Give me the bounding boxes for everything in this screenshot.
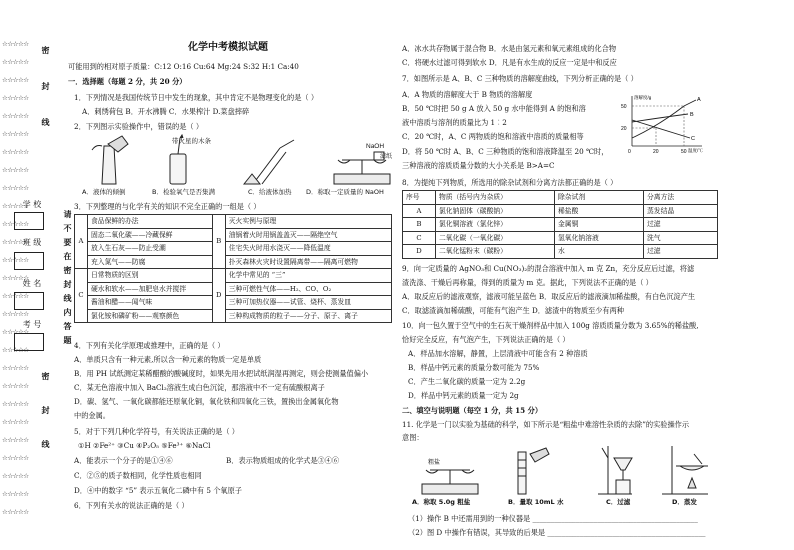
star-row: ☆☆☆☆☆	[2, 238, 29, 246]
star-row: ☆☆☆☆☆	[2, 76, 29, 84]
q5-symbols: ①H ②Fe²⁺ ③Cu ④P₂O₅ ⑤Fe³⁺ ⑥NaCl	[78, 441, 211, 450]
solubility-graph	[618, 92, 708, 154]
question-8: 8．为提纯下列物质，所选用的除杂试剂和分离方法都正确的是（ ）	[402, 178, 618, 187]
star-row: ☆☆☆☆☆	[2, 418, 29, 426]
q3-c-item: 酱油和醋——闻气味	[88, 296, 213, 310]
star-row: ☆☆☆☆☆	[2, 112, 29, 120]
q4-option-d: D．碳、氢气、一氧化碳都能还原氧化铜，氧化铁和四氧化三铁，置换出金属氧化物	[74, 397, 339, 406]
class-label: 班 级	[22, 238, 42, 247]
star-row: ☆☆☆☆☆	[2, 310, 29, 318]
q10-option-b: B．样品中钙元素的质量分数可能为 75%	[408, 363, 540, 372]
star-row: ☆☆☆☆☆	[2, 364, 29, 372]
q5-option-d: D．④中的数字 “5” 表示五氧化二磷中有 5 个氧原子	[74, 486, 242, 495]
seal-line-top: 密封线	[41, 46, 50, 154]
q8-row: D 二氧化锰粉末（碳粉） 水 过滤	[403, 245, 718, 259]
q7-option-a: A．A 物质的溶解度大于 B 物质的溶解度	[402, 90, 533, 99]
q3-label-b: B	[212, 215, 225, 269]
q7-option-b-cont: 液中溶质与溶剂的质量比为 1︰2	[402, 118, 507, 127]
q11-caption-d: D．蒸发	[672, 498, 697, 506]
q8-table	[402, 190, 718, 259]
star-row: ☆☆☆☆☆	[2, 382, 29, 390]
star-row: ☆☆☆☆☆	[2, 256, 29, 264]
question-4: 4．下列有关化学原理或推理中，正确的是（ ）	[74, 341, 225, 350]
right-column	[400, 0, 792, 550]
q3-d-item: 三种可燃性气体——H₂、CO、O₂	[225, 282, 391, 296]
q3-label-d: D	[212, 269, 225, 323]
q11-caption-a: A．称取 5.0g 粗盐	[412, 498, 471, 506]
school-label: 学 校	[22, 200, 42, 209]
q8-header-cell: 物质（括号内为杂质）	[436, 191, 555, 205]
seal-warning: 请不要在密封线内答题	[63, 210, 72, 350]
q3-b-item: 扑灭森林火灾时设置隔离带——隔离可燃物	[225, 255, 391, 269]
question-9: 9．向一定质量的 AgNO₃和 Cu(NO₃)₂的混合溶液中加入 m 克 Zn，充分反应后过滤，将滤	[402, 264, 695, 273]
q5-option-c: C．②⑤的质子数相同，化学性质也相同	[74, 471, 202, 480]
liquid-pour-figure	[92, 136, 128, 184]
q8-row: A 氯化钠固体（碳酸钠） 稀盐酸 蒸发结晶	[403, 204, 718, 218]
q2-caption-c: C．给液体加热	[248, 188, 292, 196]
q9-options-cd: C．取滤渣滴加稀硫酸，可能有气泡产生 D．滤渣中的物质至少有两种	[402, 306, 624, 315]
q3-c-head: 日常物质的区别	[88, 269, 213, 283]
q10-option-c: C．产生二氧化碳的质量一定为 2.2g	[408, 377, 526, 386]
question-6: 6．下列有关水的说法正确的是（ ）	[74, 501, 189, 510]
star-row: ☆☆☆☆☆	[2, 472, 29, 480]
exam-no-label: 考 号	[22, 320, 42, 329]
q3-table	[74, 214, 392, 323]
section-one-heading: 一．选择题（每题 2 分，共 20 分）	[68, 77, 187, 86]
q3-b-item: 住宅失火时用水浇灭——降低温度	[225, 242, 391, 256]
weighing-figure	[422, 470, 478, 494]
q3-a-item: 充入氮气——防腐	[88, 255, 213, 269]
q6-options-cd: C．将硬水过滤可得到软水 D．凡是有水生成的反应一定是中和反应	[402, 58, 617, 67]
star-row: ☆☆☆☆☆	[2, 454, 29, 462]
q3-d-item: 三种可加热仪器——试管、烧杯、蒸发皿	[225, 296, 391, 310]
q8-header-row	[403, 191, 718, 205]
star-row: ☆☆☆☆☆	[2, 148, 29, 156]
q8-row: C 二氧化碳（一氧化碳） 氢氧化钠溶液 洗气	[403, 231, 718, 245]
q4-option-c: C．某无色溶液中加入 BaCl₂溶液生成白色沉淀，那溶液中不一定有硫酸根离子	[74, 383, 325, 392]
seal-line-bottom: 密封线	[41, 372, 50, 474]
graph-x-tick: 20	[653, 149, 659, 154]
q3-b-item: 油锅着火时用锅盖盖灭——隔绝空气	[225, 228, 391, 242]
star-row: ☆☆☆☆☆	[2, 274, 29, 282]
evaporation-figure	[662, 446, 708, 494]
question-10-cont: 恰好完全反应，有气泡产生，下列说法正确的是（ ）	[402, 335, 570, 344]
q3-d-item: 三种构成物质的粒子——分子、原子、离子	[225, 309, 391, 323]
q5-option-b: B．表示物质组成的化学式是③④⑥	[226, 456, 340, 465]
q11-caption-c: C．过滤	[606, 498, 631, 506]
star-row: ☆☆☆☆☆	[2, 202, 29, 210]
q2-caption-b: B．检验氧气是否集满	[152, 188, 215, 196]
q3-label-a: A	[75, 215, 88, 269]
star-row: ☆☆☆☆☆	[2, 40, 29, 48]
q4-option-b: B．用 PH 试纸测定某稀醋酸的酸碱度时，如果先用水把试纸润湿再测定，则会使测量值偏小	[74, 369, 369, 378]
graph-curve-c: C	[691, 136, 695, 142]
star-row: ☆☆☆☆☆	[2, 166, 29, 174]
graph-y-label: 溶解度/g	[634, 95, 652, 100]
graph-x-tick: 50	[681, 149, 687, 154]
q7-option-c: C．20 ℃时，A、C 两物质的饱和溶液中溶质的质量相等	[402, 132, 584, 141]
exam-no-box[interactable]	[14, 333, 44, 351]
measuring-figure	[518, 448, 549, 494]
section-two-heading: 二、填空与说明题（每空 1 分，共 15 分）	[402, 406, 543, 415]
q8-row: B 氯化铜溶液（氯化锌） 金属铜 过滤	[403, 218, 718, 232]
page-title: 化学中考模拟试题	[188, 42, 268, 53]
q4-option-d-cont: 中的金属。	[74, 411, 110, 420]
splint-label: 带火星的木条	[172, 138, 211, 145]
q3-c-item: 氯化铵和磷矿粉——观察颜色	[88, 309, 213, 323]
q3-a-head: 食品保鲜的办法	[88, 215, 213, 229]
star-row: ☆☆☆☆☆	[2, 508, 29, 516]
q10-option-a: A．样品加水溶解，静置，上层清液中可能含有 2 种溶质	[408, 349, 588, 358]
q10-option-d: D．样品中钙元素的质量一定为 2g	[408, 391, 519, 400]
question-10: 10．向一包久置于空气中的生石灰干燥剂样品中加入 100g 溶质质量分数为 3.65%的稀盐酸,	[402, 321, 699, 330]
graph-curve-b: B	[690, 112, 694, 118]
star-row: ☆☆☆☆☆	[2, 184, 29, 192]
curve-c	[632, 120, 690, 138]
q3-a-item: 固态二氧化碳——冷藏保鲜	[88, 228, 213, 242]
curve-a	[632, 100, 696, 138]
q2-caption-d: D．称取一定质量的 NaOH	[306, 188, 384, 196]
question-7: 7．如图所示是 A、B、C 三种物质的溶解度曲线，下列分析正确的是（ ）	[402, 74, 638, 83]
filter-paper-label: 滤纸	[380, 154, 393, 160]
q7-option-d-cont: 三种溶液的溶质质量分数的大小关系是 B>A=C	[402, 161, 555, 170]
name-box[interactable]	[14, 292, 44, 310]
q8-header-cell: 序号	[403, 191, 436, 205]
school-box[interactable]	[14, 212, 44, 230]
star-row: ☆☆☆☆☆	[2, 328, 29, 336]
filtering-figure	[598, 446, 632, 494]
q8-header-cell: 分离方法	[644, 191, 718, 205]
q5-option-a: A．能表示一个分子的是①④⑥	[74, 456, 173, 465]
star-row: ☆☆☆☆☆	[2, 220, 29, 228]
q2-caption-a: A．液体的倾倒	[82, 188, 126, 196]
q8-header-cell: 除杂试剂	[555, 191, 644, 205]
atomic-mass-line: 可能用到的相对原子质量：C:12 O:16 Cu:64 Mg:24 S:32 H:1 Ca:40	[68, 62, 299, 71]
star-row: ☆☆☆☆☆	[2, 58, 29, 66]
star-row: ☆☆☆☆☆	[2, 436, 29, 444]
name-label: 姓 名	[22, 279, 42, 288]
q3-c-item: 硬水和软水——加肥皂水并搅拌	[88, 282, 213, 296]
q2-figures	[84, 134, 396, 186]
q6-options-ab: A．冰水共存物属于混合物 B．水是由氢元素和氧元素组成的化合物	[402, 44, 617, 53]
question-3: 3．下列整理的与化学有关的知识不完全正确的一组是（ ）	[74, 202, 261, 211]
q7-option-b: B．50 ℃时把 50 g A 放入 50 g 水中能得到 A 的饱和溶	[402, 104, 586, 113]
q11-caption-b: B．量取 10mL 水	[508, 498, 564, 506]
graph-y-tick: 50	[621, 104, 627, 110]
q3-b-head: 灭火实例与原理	[225, 215, 391, 229]
q11-subquestion-2: （2）图 D 中操作有错误，其导致的后果是 ____________________________________________	[408, 528, 706, 537]
question-2: 2．下列图示实验操作中，错误的是（ ）	[74, 122, 204, 131]
graph-x-label: 温度/℃	[688, 148, 703, 153]
graph-y-tick: 20	[621, 126, 627, 132]
question-5: 5．对于下列几种化学符号，有关说法正确的是（ ）	[74, 427, 239, 436]
naoh-label: NaOH	[366, 143, 385, 150]
left-column	[66, 0, 396, 550]
graph-curve-a: A	[697, 97, 701, 103]
question-1-options: A．刺绣荷包 B．开水沸腾 C．水果榨汁 D.菜盘摔碎	[82, 107, 250, 116]
star-row: ☆☆☆☆☆	[2, 292, 29, 300]
q9-options-ab: A．取反应后的滤液观察，滤液可能呈蓝色 B．取反应后的滤液滴加稀盐酸，有白色沉淀产生	[402, 292, 696, 301]
question-9-cont: 渣洗涤、干燥后再称量，得到的质量为 m 克。据此，下列说法不正确的是（ ）	[402, 278, 653, 287]
star-row: ☆☆☆☆☆	[2, 346, 29, 354]
coarse-salt-label: 粗盐	[428, 460, 441, 466]
curve-b	[632, 114, 688, 122]
star-row: ☆☆☆☆☆	[2, 130, 29, 138]
q3-a-item: 放入生石灰——防止受潮	[88, 242, 213, 256]
class-box[interactable]	[14, 252, 44, 270]
heating-liquid-figure	[244, 140, 294, 184]
q3-d-head: 化学中常见的 “三”	[225, 269, 391, 283]
question-11-cont: 意图：	[402, 433, 424, 442]
question-11: 11. 化学是一门以实验为基础的科学，如下所示是“粗盐中难溶性杂质的去除”的实验操作示	[402, 420, 690, 429]
q7-option-d: D．将 50 ℃时 A、B、C 三种物质的饱和溶液降温至 20 ℃时，	[402, 147, 609, 156]
graph-x-tick: 0	[628, 149, 631, 154]
question-1: 1．下列情况是我国传统节日中发生的现象，其中肯定不是物理变化的是（ ）	[74, 93, 319, 102]
star-row: ☆☆☆☆☆	[2, 94, 29, 102]
seal-margin	[0, 0, 72, 550]
q11-figures	[418, 444, 718, 496]
q4-option-a: A．单质只含有一种元素,所以含一种元素的物质一定是单质	[74, 355, 262, 364]
q3-label-c: C	[75, 269, 88, 323]
star-row: ☆☆☆☆☆	[2, 490, 29, 498]
q11-subquestion-1: （1）操作 B 中还需用到的一种仪器是 ______________________________________________	[408, 514, 698, 523]
star-row: ☆☆☆☆☆	[2, 400, 29, 408]
